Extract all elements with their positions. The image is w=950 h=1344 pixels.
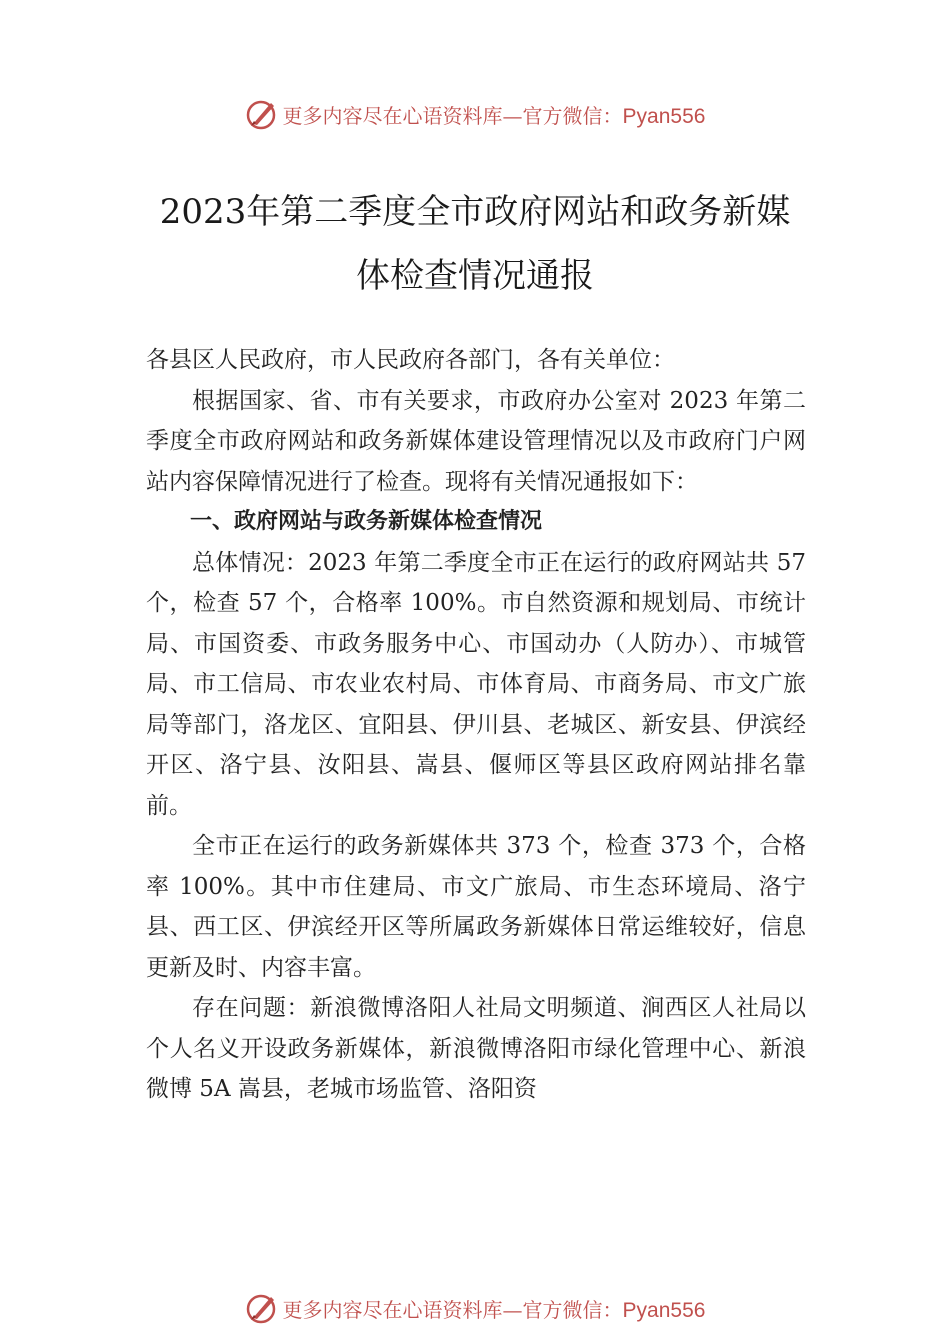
title-line-1: 2023年第二季度全市政府网站和政务新媒	[159, 192, 791, 232]
quill-logo-icon	[245, 1291, 279, 1325]
title-line-2: 体检查情况通报	[356, 256, 594, 296]
footer-banner	[0, 1288, 950, 1328]
header-banner	[0, 94, 950, 134]
problems-paragraph: 存在问题：新浪微博洛阳人社局文明频道、涧西区人社局以个人名义开设政务新媒体，新浪微博洛阳市绿化管理中心、新浪微博 5A 嵩县，老城市场监管、洛阳资	[146, 995, 806, 1102]
banner-label: 更多内容尽在心语资料库—官方微信：	[282, 1297, 623, 1322]
salutation: 各县区人民政府，市人民政府各部门，各有关单位：	[146, 347, 675, 373]
document-body	[146, 340, 806, 1110]
overall-paragraph: 总体情况：2023 年第二季度全市正在运行的政府网站共 57 个，检查 57 个，合格率 100%。市自然资源和规划局、市统计局、市国资委、市政务服务中心、市国动办（人防办）、市城管局、市工信局、市农业农村局、市体育局、市商务局、市文广旅局等部门，洛龙区、宜阳县、伊川县、老城区、新安县、伊滨经开区、洛宁县、汝阳县、嵩县、偃师区等县区政府网站排名靠前。	[146, 549, 806, 819]
banner-label: 更多内容尽在心语资料库—官方微信：	[282, 103, 623, 128]
wechat-id: Pyan556	[622, 104, 706, 128]
banner-text	[283, 1294, 706, 1323]
document-title	[0, 180, 950, 308]
section-heading: 一、政府网站与政务新媒体检查情况	[190, 509, 543, 534]
banner-text	[283, 100, 706, 129]
newmedia-paragraph: 全市正在运行的政务新媒体共 373 个，检查 373 个，合格率 100%。其中市住建局、市文广旅局、市生态环境局、洛宁县、西工区、伊滨经开区等所属政务新媒体日常运维较好，信息更新及时、内容丰富。	[146, 833, 806, 981]
quill-logo-icon	[245, 97, 279, 131]
intro-paragraph: 根据国家、省、市有关要求，市政府办公室对 2023 年第二季度全市政府网站和政务新媒体建设管理情况以及市政府门户网站内容保障情况进行了检查。现将有关情况通报如下：	[146, 387, 806, 495]
wechat-id: Pyan556	[622, 1298, 706, 1322]
